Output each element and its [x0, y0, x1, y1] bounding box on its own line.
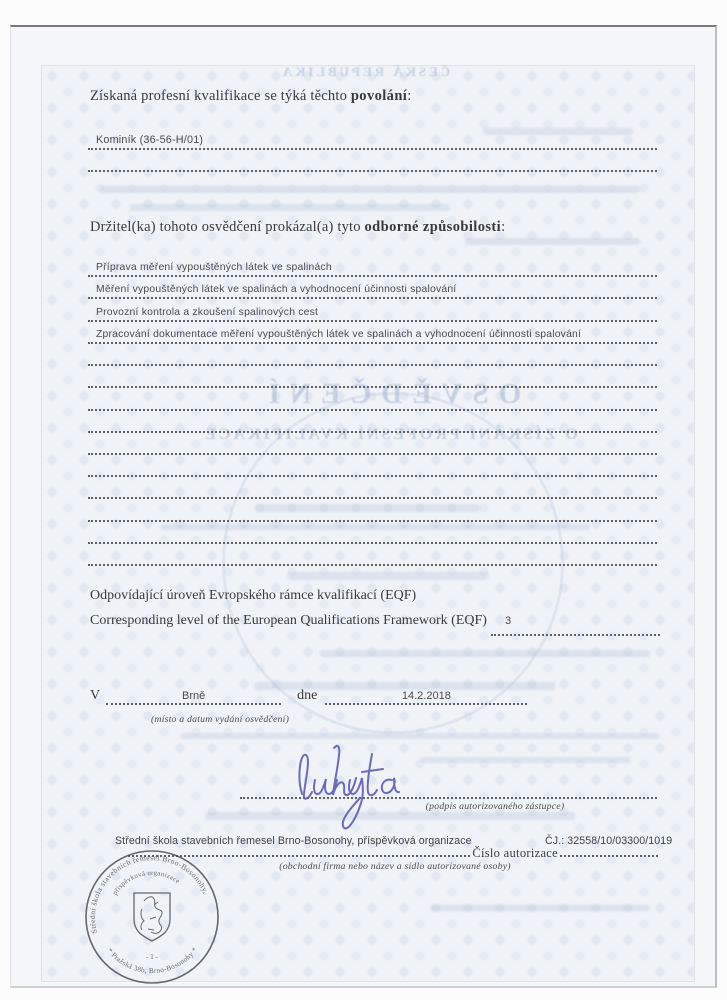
- occupation-line: [88, 128, 657, 150]
- occupation-lines: [88, 128, 657, 172]
- eqf-level-field: [491, 609, 660, 637]
- competencies-heading-pre: Držitel(ka) tohoto osvědčení prokázal(a) tyto: [90, 219, 365, 235]
- ghost-text-line: [430, 905, 650, 911]
- competency-line: [88, 322, 657, 344]
- ghost-text-line: [180, 733, 660, 739]
- occupations-heading: [90, 88, 670, 105]
- ghost-text-line: [465, 238, 640, 245]
- empty-line: [88, 455, 657, 477]
- signature-caption: (podpis autorizovaného zástupce): [425, 801, 565, 812]
- competency-text: Zpracování dokumentace měření vypouštěných látek ve spalinách a vyhodnocení účinnosti spalování: [96, 328, 582, 340]
- stamp-ring-top-text: Střední škola stavebních řemesel Brno-Bosonohy,: [87, 853, 211, 935]
- issue-caption: (místo a datum vydání osvědčení): [150, 714, 290, 725]
- empty-line: [88, 544, 657, 566]
- competency-text: Měření vypouštěných látek ve spalinách a vyhodnocení účinnosti spalování: [96, 284, 457, 296]
- empty-line: [88, 344, 657, 366]
- occupation-value: Kominík (36-56-H/01): [96, 134, 204, 147]
- round-stamp: [74, 847, 234, 993]
- ghost-text-line: ČESKÁ REPUBLIKA: [279, 64, 451, 79]
- issue-date-field: [325, 690, 527, 705]
- authorized-caption: (obchodní firma nebo název a sídlo autorizované osoby): [279, 861, 511, 872]
- empty-line: [88, 433, 657, 455]
- competencies-heading: [90, 219, 670, 236]
- authorization-number-line: [560, 840, 658, 857]
- stamp-center-mark: - 1 -: [146, 953, 158, 961]
- handwritten-signature: [288, 736, 420, 842]
- competency-text: Provozní kontrola a zkoušení spalinových cest: [96, 306, 319, 318]
- issue-dne-label: dne: [297, 688, 318, 703]
- ghost-text-line: [320, 650, 650, 657]
- empty-line: [88, 499, 657, 521]
- competency-lines: [88, 255, 657, 344]
- issue-date-value: 14.2.2018: [401, 690, 451, 702]
- cislo-autorizace-label: Číslo autorizace: [472, 846, 558, 860]
- issue-place-value: Brně: [182, 690, 206, 702]
- eqf-section: [90, 584, 660, 636]
- empty-line: [88, 388, 657, 410]
- competencies-heading-post: :: [501, 219, 506, 235]
- issue-row: [90, 688, 560, 705]
- competency-line: [88, 255, 657, 277]
- competency-text: Příprava měření vypouštěných látek ve spalinách: [96, 262, 332, 274]
- empty-line: [88, 366, 657, 388]
- eqf-line-cs: Odpovídající úroveň Evropského rámce kvalifikací (EQF): [90, 588, 417, 603]
- issue-v-label: V: [90, 688, 101, 703]
- issue-place-field: [106, 690, 281, 705]
- occupations-heading-bold: povolání: [350, 88, 408, 104]
- ghost-text-line: [288, 572, 488, 580]
- ghost-text-line: [100, 186, 640, 193]
- stamp-ring-inner-text: příspěvková organizace: [111, 869, 181, 897]
- occupation-line-empty: [88, 150, 657, 172]
- eqf-line-en: Corresponding level of the European Qualifications Framework (EQF): [90, 612, 487, 628]
- authorized-org: Střední škola stavebních řemesel Brno-Bosonohy, příspěvková organizace: [115, 835, 472, 847]
- stamp-ring-bottom-text: * Pražská 38b, Brno-Bosonohy *: [105, 945, 200, 976]
- empty-line: [88, 522, 657, 544]
- authorization-cj-number: ČJ.: 32558/10/03300/1019: [545, 835, 673, 847]
- eqf-line-en-row: [90, 609, 660, 637]
- occupations-heading-pre: Získaná profesní kvalifikace se týká těchto: [90, 88, 351, 104]
- ghost-text-line: [130, 204, 450, 211]
- occupations-heading-post: :: [407, 88, 412, 104]
- ghost-title: OSVĚDČENÍ: [258, 378, 522, 410]
- ghost-subtitle: O ZÍSKÁNÍ PROFESNÍ KVALIFIKACE: [202, 426, 578, 443]
- empty-line: [88, 411, 657, 433]
- competency-line: [88, 299, 657, 321]
- empty-line: [88, 477, 657, 499]
- competencies-heading-bold: odborné způsobilosti: [364, 219, 502, 235]
- empty-lines: [88, 344, 657, 566]
- competency-line: [88, 277, 657, 299]
- eqf-level-value: 3: [504, 614, 512, 627]
